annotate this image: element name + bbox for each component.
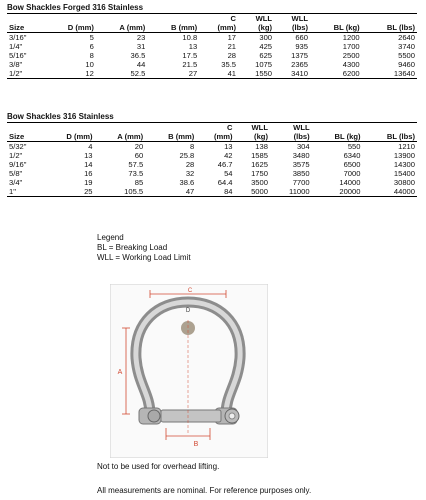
table-cell: 14 (84, 160, 93, 169)
table-cell: 30800 (393, 178, 415, 187)
table-cell: 1/4" (9, 42, 23, 51)
table-cell: 14000 (339, 178, 361, 187)
spec-table-forged (7, 13, 417, 79)
column-header: (mm) (196, 132, 234, 142)
table-row (7, 160, 417, 169)
table-cell: 8 (89, 51, 94, 60)
table-cell: 60 (134, 151, 144, 160)
table-cell: 44 (136, 60, 146, 69)
column-header: BL (kg) (310, 23, 362, 33)
table-cell: 4300 (342, 60, 360, 69)
table-row (7, 42, 417, 51)
column-header-top (362, 123, 417, 133)
column-header-top (147, 14, 199, 24)
table-cell: 46.7 (217, 160, 233, 169)
table-cell: 425 (259, 42, 273, 51)
table-cell: 20 (134, 142, 144, 151)
column-header-top (44, 14, 96, 24)
table-row (7, 142, 417, 152)
table-cell: 550 (347, 142, 361, 151)
table-cell: 12 (44, 69, 96, 79)
shackle-diagram (110, 284, 268, 458)
table-cell: 9/16" (9, 160, 27, 169)
table-cell: 3575 (292, 160, 310, 169)
table-cell: 38.6 (179, 178, 195, 187)
table-cell: 3740 (398, 42, 415, 51)
table-cell: 57.5 (128, 160, 144, 169)
table-row (7, 51, 417, 60)
table-cell: 27 (147, 69, 199, 79)
table-cell: 625 (259, 51, 273, 60)
table-cell: 5/32" (9, 142, 27, 151)
table-cell: 1" (7, 187, 43, 197)
legend (97, 233, 191, 263)
column-header: (lbs) (270, 132, 312, 142)
column-header-top: WLL (270, 123, 312, 133)
table-cell: 138 (255, 142, 268, 151)
table-cell: 64.4 (217, 178, 233, 187)
table-row (7, 187, 417, 197)
table-cell: 20000 (312, 187, 363, 197)
table-cell: 1/2" (9, 151, 23, 160)
column-header: (mm) (199, 23, 238, 33)
table-cell: 5/8" (9, 169, 23, 178)
column-header-top: C (196, 123, 234, 133)
column-header-top (310, 14, 362, 24)
table-cell: 19 (84, 178, 93, 187)
diagram-label-d: D (185, 308, 191, 314)
table-cell: 32 (185, 169, 195, 178)
section-title-standard: Bow Shackles 316 Stainless (7, 112, 114, 121)
table-row (7, 60, 417, 69)
table-cell: 25 (43, 187, 94, 197)
table-row (7, 178, 417, 187)
note-nominal: All measurements are nominal. For reference purposes only. (97, 486, 312, 495)
column-header-top (362, 14, 417, 24)
table-cell: 3850 (292, 169, 310, 178)
column-header-top: WLL (274, 14, 310, 24)
table-cell: 1375 (291, 51, 308, 60)
column-header-top (7, 123, 43, 133)
table-cell: 85 (134, 178, 144, 187)
table-row (7, 69, 417, 79)
table-row (7, 33, 417, 43)
table-cell: 41 (199, 69, 238, 79)
table-cell: 44000 (362, 187, 417, 197)
table-cell: 1200 (342, 33, 360, 42)
table-cell: 73.5 (128, 169, 144, 178)
section-title-forged: Bow Shackles Forged 316 Stainless (7, 3, 144, 12)
table-cell: 5/16" (9, 51, 27, 60)
table-cell: 6500 (343, 160, 361, 169)
spec-table-standard (7, 122, 417, 197)
column-header: A (mm) (96, 23, 147, 33)
table-cell: 935 (295, 42, 308, 51)
table-cell: 15400 (393, 169, 415, 178)
table-cell: 2640 (398, 33, 415, 42)
column-header-top (145, 123, 196, 133)
table-cell: 3410 (274, 69, 310, 79)
table-cell: 1750 (251, 169, 268, 178)
table-cell: 10 (85, 60, 94, 69)
table-cell: 300 (259, 33, 273, 42)
table-cell: 21 (227, 42, 237, 51)
column-header: (kg) (235, 132, 270, 142)
table-cell: 42 (224, 151, 233, 160)
table-cell: 660 (295, 33, 308, 42)
column-header: D (mm) (44, 23, 96, 33)
table-cell: 52.5 (96, 69, 147, 79)
shackle-diagram-svg (110, 284, 268, 458)
table-cell: 54 (224, 169, 233, 178)
column-header: A (mm) (95, 132, 146, 142)
table-cell: 10.8 (182, 33, 198, 42)
table-cell: 105.5 (95, 187, 146, 197)
table-cell: 13640 (362, 69, 417, 79)
table-cell: 35.5 (221, 60, 237, 69)
table-cell: 5500 (398, 51, 415, 60)
table-cell: 47 (145, 187, 196, 197)
table-cell: 2500 (342, 51, 360, 60)
table-cell: 2365 (291, 60, 308, 69)
table-cell: 1625 (251, 160, 268, 169)
table-cell: 9460 (398, 60, 415, 69)
table-cell: 7700 (292, 178, 310, 187)
table-cell: 1700 (342, 42, 360, 51)
table-cell: 14300 (393, 160, 415, 169)
table-cell: 5 (89, 33, 94, 42)
table-cell: 1/2" (7, 69, 44, 79)
table-cell: 11000 (270, 187, 312, 197)
table-cell: 4 (88, 142, 93, 151)
column-header-top (43, 123, 94, 133)
table-cell: 36.5 (130, 51, 146, 60)
column-header: B (mm) (147, 23, 199, 33)
column-header: BL (lbs) (362, 23, 417, 33)
table-cell: 3/8" (9, 60, 23, 69)
column-header-top (95, 123, 146, 133)
column-header-top: C (199, 14, 238, 24)
diagram-label-a: A (117, 369, 123, 376)
table-cell: 84 (196, 187, 234, 197)
table-cell: 21.5 (182, 60, 198, 69)
column-header: (lbs) (274, 23, 310, 33)
table-cell: 13900 (393, 151, 415, 160)
note-overhead: Not to be used for overhead lifting. (97, 462, 220, 471)
table-cell: 28 (185, 160, 195, 169)
table-cell: 5000 (235, 187, 270, 197)
column-header: Size (7, 23, 44, 33)
table-cell: 31 (136, 42, 146, 51)
table-cell: 1585 (251, 151, 268, 160)
column-header: B (mm) (145, 132, 196, 142)
legend-bl: BL = Breaking Load (97, 243, 168, 252)
column-header: BL (kg) (312, 132, 363, 142)
legend-wll: WLL = Working Load Limit (97, 253, 191, 262)
table-cell: 3/16" (9, 33, 27, 42)
column-header-top (312, 123, 363, 133)
table-cell: 13 (188, 42, 198, 51)
table-cell: 28 (227, 51, 237, 60)
table-cell: 13 (84, 151, 93, 160)
table-cell: 1210 (398, 142, 415, 151)
table-row (7, 169, 417, 178)
column-header-top (7, 14, 44, 24)
table-cell: 6340 (343, 151, 361, 160)
table-cell: 8 (190, 142, 195, 151)
table-cell: 3/4" (9, 178, 23, 187)
table-row (7, 151, 417, 160)
column-header-top (96, 14, 147, 24)
column-header-top: WLL (238, 14, 274, 24)
table-cell: 7000 (343, 169, 361, 178)
table-cell: 16 (84, 169, 93, 178)
table-cell: 1550 (238, 69, 274, 79)
table-cell: 6 (89, 42, 94, 51)
diagram-label-c: C (187, 288, 193, 294)
column-header: Size (7, 132, 43, 142)
table-cell: 23 (136, 33, 146, 42)
legend-title: Legend (97, 233, 124, 242)
table-cell: 3500 (251, 178, 268, 187)
table-cell: 3480 (292, 151, 310, 160)
column-header: BL (lbs) (362, 132, 417, 142)
diagram-label-b: B (193, 441, 199, 448)
table-cell: 17.5 (182, 51, 198, 60)
table-cell: 25.8 (179, 151, 195, 160)
table-cell: 6200 (310, 69, 362, 79)
column-header: (kg) (238, 23, 274, 33)
column-header: D (mm) (43, 132, 94, 142)
table-cell: 1075 (255, 60, 273, 69)
table-cell: 304 (296, 142, 310, 151)
column-header-top: WLL (235, 123, 270, 133)
table-cell: 17 (227, 33, 237, 42)
table-cell: 13 (224, 142, 233, 151)
